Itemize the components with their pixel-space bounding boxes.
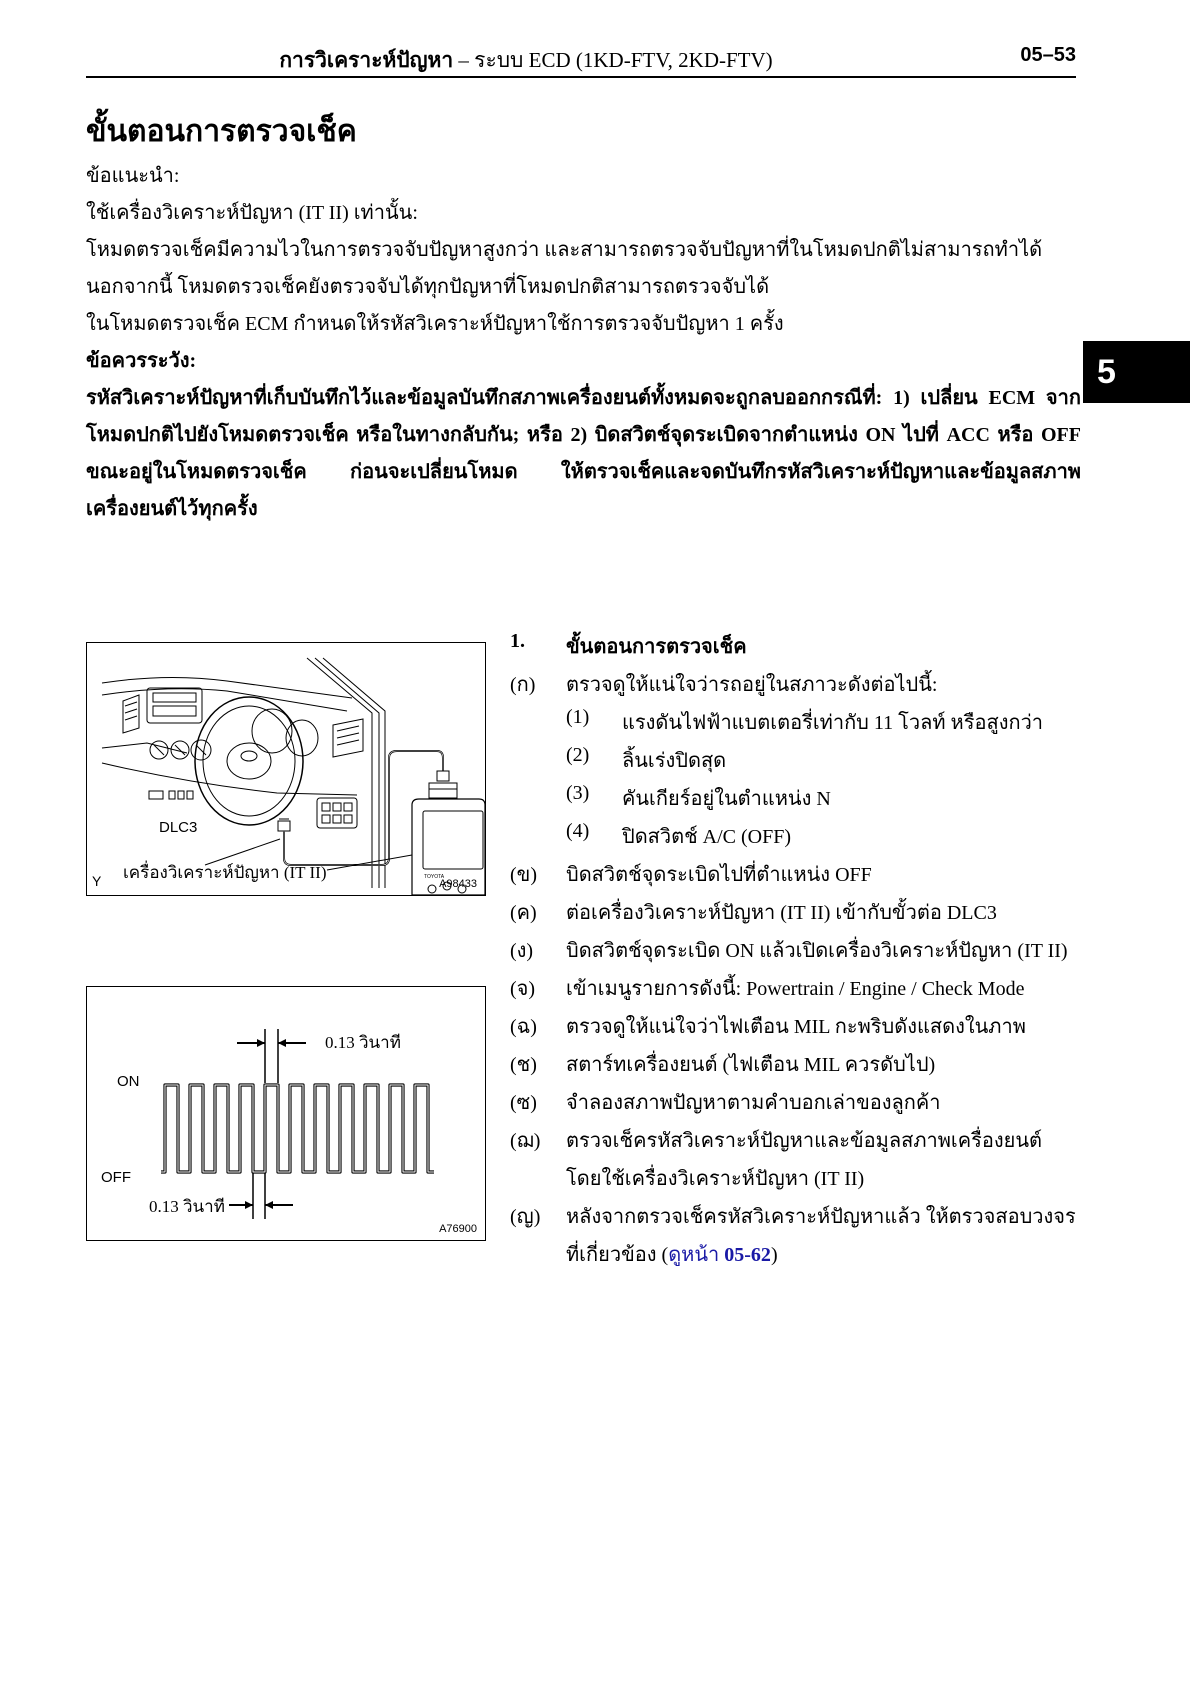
step-text: ต่อเครื่องวิเคราะห์ปัญหา (IT II) เข้ากับขั้วต่อ DLC3 bbox=[566, 902, 997, 924]
page-number: 05–53 bbox=[1020, 44, 1076, 66]
device-brand: TOYOTA bbox=[424, 874, 445, 880]
step-number: (3) bbox=[566, 782, 590, 804]
page-header bbox=[86, 40, 1076, 78]
step-item bbox=[510, 1200, 1080, 1238]
step-item bbox=[510, 1048, 1080, 1086]
step-text: บิดสวิตช์จุดระเบิด ON แล้วเปิดเครื่องวิเคราะห์ปัญหา (IT II) bbox=[566, 940, 1068, 962]
waveform-chart bbox=[87, 987, 485, 1240]
sub-step-item bbox=[510, 706, 1080, 744]
step-text: หลังจากตรวจเช็ครหัสวิเคราะห์ปัญหาแล้ว ให้ตรวจสอบวงจร bbox=[566, 1206, 1076, 1228]
step-number: (2) bbox=[566, 744, 590, 766]
dashboard-illustration bbox=[87, 643, 485, 895]
step-item bbox=[510, 1010, 1080, 1048]
step-text: ลิ้นเร่งปิดสุด bbox=[622, 750, 727, 772]
figure-mil-waveform bbox=[86, 986, 486, 1241]
step-continuation bbox=[510, 1238, 1080, 1276]
dimension-arrowhead bbox=[245, 1201, 253, 1209]
hint-line: นอกจากนี้ โหมดตรวจเช็คยังตรวจจับได้ทุกปัญหาที่โหมดปกติสามารถตรวจจับได้ bbox=[86, 276, 770, 298]
figure-code: A98433 bbox=[439, 878, 477, 890]
step-number: (1) bbox=[566, 706, 590, 728]
step-number: (จ) bbox=[510, 978, 536, 1000]
hint-line: ในโหมดตรวจเช็ค ECM กำหนดให้รหัสวิเคราะห์ปัญหาใช้การตรวจจับปัญหา 1 ครั้ง bbox=[86, 313, 784, 335]
step-text: โดยใช้เครื่องวิเคราะห์ปัญหา (IT II) bbox=[566, 1168, 865, 1190]
waveform-outline bbox=[161, 1085, 434, 1172]
chapter-tab: 5 bbox=[1083, 341, 1190, 403]
page-reference-link[interactable] bbox=[668, 1244, 771, 1266]
step-text: ขั้นตอนการตรวจเช็ค bbox=[566, 636, 747, 658]
step-item bbox=[510, 896, 1080, 934]
header-title-rest: – ระบบ ECD (1KD-FTV, 2KD-FTV) bbox=[453, 48, 773, 72]
caution-body: รหัสวิเคราะห์ปัญหาที่เก็บบันทึกไว้และข้อมูลบันทึกสภาพเครื่องยนต์ทั้งหมดจะถูกลบออกกรณีที่: 1) เปลี่ยน ECM จากโหมดปกติไปยังโหมดตรวจเช็ค หรือในทางกลับกัน; หรือ 2) บิดสวิตช์จุดระเบิดจากตำแหน่ง ON ไปที่ ACC หรือ OFF ขณะอยู่ในโหมดตรวจเช็ค ก่อนจะเปลี่ยนโหมด ให้ตรวจเช็คและจดบันทึกรหัสวิเคราะห์ปัญหาและข้อมูลสภาพเครื่องยนต์ไว้ทุกครั้ง bbox=[86, 387, 1081, 520]
bottom-interval-label: 0.13 วินาที bbox=[149, 1197, 225, 1216]
step-number: (ญ) bbox=[510, 1206, 541, 1228]
header-title bbox=[86, 44, 966, 77]
step-heading bbox=[510, 630, 1080, 668]
step-number: (ง) bbox=[510, 940, 534, 962]
step-text: จำลองสภาพปัญหาตามคำบอกเล่าของลูกค้า bbox=[566, 1092, 941, 1114]
step-continuation bbox=[510, 1162, 1080, 1200]
step-text: ตรวจดูให้แน่ใจว่ารถอยู่ในสภาวะดังต่อไปนี้: bbox=[566, 674, 938, 696]
step-text: คันเกียร์อยู่ในตำแหน่ง N bbox=[622, 788, 831, 810]
hint-label: ข้อแนะนำ: bbox=[86, 165, 180, 187]
hint-line: ใช้เครื่องวิเคราะห์ปัญหา (IT II) เท่านั้น: bbox=[86, 202, 418, 224]
dimension-arrowhead bbox=[257, 1039, 265, 1047]
tester-label: เครื่องวิเคราะห์ปัญหา (IT II) bbox=[123, 863, 327, 882]
step-number: (ซ) bbox=[510, 1092, 537, 1114]
step-number: (ก) bbox=[510, 674, 536, 696]
section-title: ขั้นตอนการตรวจเช็ค bbox=[86, 115, 357, 148]
figure-dlc3-connection bbox=[86, 642, 486, 896]
step-number: (ฌ) bbox=[510, 1130, 541, 1152]
header-title-bold: การวิเคราะห์ปัญหา bbox=[279, 48, 454, 72]
step-text: ที่เกี่ยวข้อง ( bbox=[566, 1244, 669, 1266]
caution-label: ข้อควรระวัง: bbox=[86, 350, 197, 372]
on-label: ON bbox=[117, 1073, 140, 1090]
step-number: (4) bbox=[566, 820, 590, 842]
step-text: แรงดันไฟฟ้าแบตเตอรี่เท่ากับ 11 โวลท์ หรือสูงกว่า bbox=[622, 712, 1044, 734]
corner-mark: Y bbox=[92, 873, 102, 889]
step-number: (ช) bbox=[510, 1054, 537, 1076]
intro-block bbox=[86, 158, 1081, 528]
step-item bbox=[510, 858, 1080, 896]
link-text[interactable]: ดูหน้า bbox=[668, 1244, 725, 1266]
step-item bbox=[510, 668, 1080, 706]
procedure-steps bbox=[510, 630, 1080, 1276]
step-number: (ฉ) bbox=[510, 1016, 537, 1038]
sub-step-item bbox=[510, 820, 1080, 858]
step-text: เข้าเมนูรายการดังนี้: Powertrain / Engine / Check Mode bbox=[566, 978, 1025, 1000]
step-number: (ค) bbox=[510, 902, 537, 924]
step-text: บิดสวิตช์จุดระเบิดไปที่ตำแหน่ง OFF bbox=[566, 864, 872, 886]
dimension-arrowhead bbox=[278, 1039, 286, 1047]
sub-step-item bbox=[510, 782, 1080, 820]
step-text-after: ) bbox=[770, 1244, 778, 1266]
step-text-with-link bbox=[566, 1238, 778, 1270]
hint-line: โหมดตรวจเช็คมีความไวในการตรวจจับปัญหาสูงกว่า และสามารถตรวจจับปัญหาที่ในโหมดปกติไม่สามารถทำได้ bbox=[86, 239, 1043, 261]
figure-code: A76900 bbox=[439, 1223, 477, 1235]
step-item bbox=[510, 972, 1080, 1010]
step-text: ตรวจดูให้แน่ใจว่าไฟเตือน MIL กะพริบดังแสดงในภาพ bbox=[566, 1016, 1026, 1038]
top-interval-label: 0.13 วินาที bbox=[325, 1033, 401, 1052]
step-number: (ข) bbox=[510, 864, 537, 886]
step-item bbox=[510, 1124, 1080, 1162]
step-text: สตาร์ทเครื่องยนต์ (ไฟเตือน MIL ควรดับไป) bbox=[566, 1054, 936, 1076]
off-label: OFF bbox=[101, 1169, 131, 1186]
dimension-arrowhead bbox=[265, 1201, 273, 1209]
step-text: ตรวจเช็ครหัสวิเคราะห์ปัญหาและข้อมูลสภาพเครื่องยนต์ bbox=[566, 1130, 1043, 1152]
dlc3-label: DLC3 bbox=[159, 819, 198, 836]
sub-step-item bbox=[510, 744, 1080, 782]
step-item bbox=[510, 1086, 1080, 1124]
link-page[interactable]: 05-62 bbox=[724, 1244, 771, 1266]
step-text: ปิดสวิตช์ A/C (OFF) bbox=[622, 826, 792, 848]
step-number: 1. bbox=[510, 630, 525, 652]
step-item bbox=[510, 934, 1080, 972]
